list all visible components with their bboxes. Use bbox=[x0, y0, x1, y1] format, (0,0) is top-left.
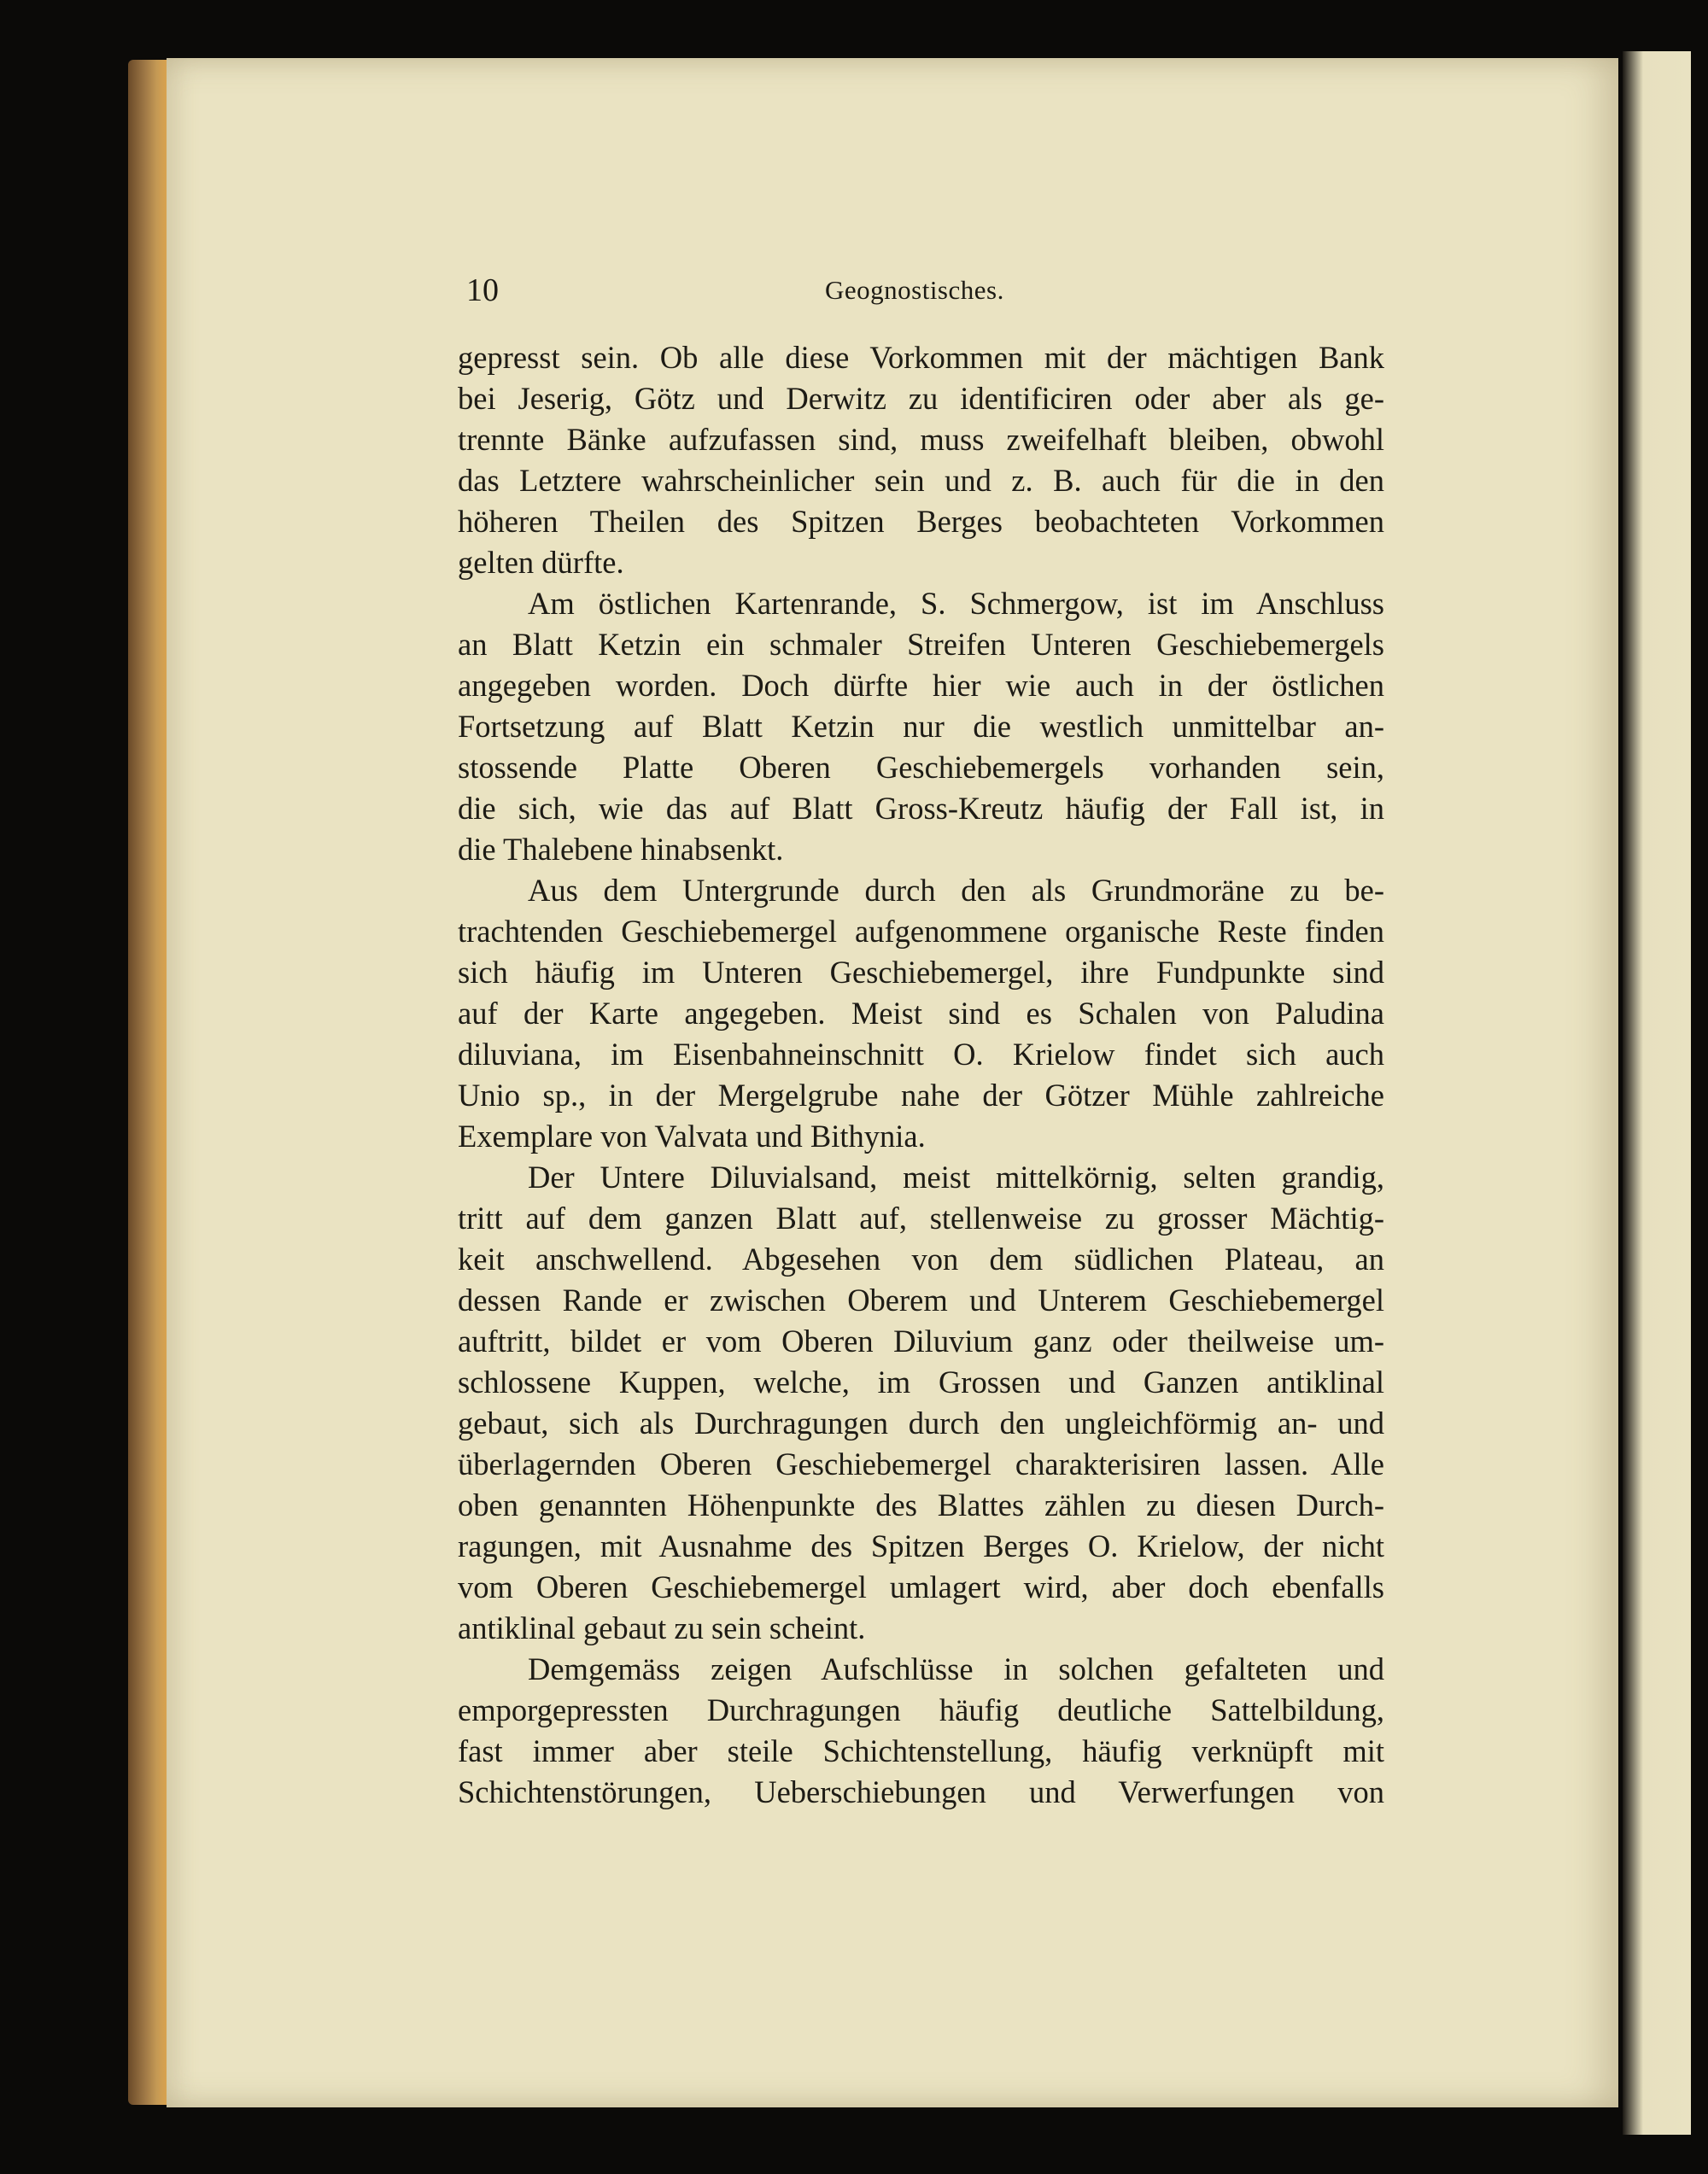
text-line: gepresst sein. Ob alle diese Vorkommen mit der mächtigen Bank bbox=[458, 340, 1384, 375]
text-line: gebaut, sich als Durchragungen durch den ungleichförmig an- und bbox=[458, 1406, 1384, 1441]
text-line: vom Oberen Geschiebemergel umlagert wird, aber doch ebenfalls bbox=[458, 1569, 1384, 1604]
text-line: fast immer aber steile Schichtenstellung, häufig verknüpft mit bbox=[458, 1733, 1384, 1768]
text-line: Unio sp., in der Mergelgrube nahe der Götzer Mühle zahlreiche bbox=[458, 1078, 1384, 1113]
paragraph bbox=[458, 583, 1384, 870]
text-line: Exemplare von Valvata und Bithynia. bbox=[458, 1119, 926, 1154]
text-line: Der Untere Diluvialsand, meist mittelkörnig, selten grandig, bbox=[528, 1160, 1384, 1195]
text-line: trennte Bänke aufzufassen sind, muss zweifelhaft bleiben, obwohl bbox=[458, 422, 1384, 457]
text-line: antiklinal gebaut zu sein scheint. bbox=[458, 1610, 866, 1645]
text-line: auf der Karte angegeben. Meist sind es Schalen von Paludina bbox=[458, 996, 1384, 1031]
text-line: höheren Theilen des Spitzen Berges beobachteten Vorkommen bbox=[458, 504, 1384, 539]
body-text bbox=[458, 337, 1384, 1813]
text-line: dessen Rande er zwischen Oberem und Unterem Geschiebemergel bbox=[458, 1283, 1384, 1318]
text-line: keit anschwellend. Abgesehen von dem südlichen Plateau, an bbox=[458, 1242, 1384, 1277]
paragraph bbox=[458, 1157, 1384, 1649]
text-line: ragungen, mit Ausnahme des Spitzen Berges O. Krielow, der nicht bbox=[458, 1528, 1384, 1563]
text-line: bei Jeserig, Götz und Derwitz zu identificiren oder aber als ge- bbox=[458, 381, 1384, 416]
page-header bbox=[466, 272, 1389, 314]
paragraph bbox=[458, 337, 1384, 583]
text-line: das Letztere wahrscheinlicher sein und z. B. auch für die in den bbox=[458, 463, 1384, 498]
text-line: Fortsetzung auf Blatt Ketzin nur die westlich unmittelbar an- bbox=[458, 709, 1384, 744]
book-spine-edge bbox=[128, 60, 167, 2105]
text-line: gelten dürfte. bbox=[458, 545, 624, 580]
text-line: angegeben worden. Doch dürfte hier wie auch in der östlichen bbox=[458, 668, 1384, 703]
text-line: überlagernden Oberen Geschiebemergel charakterisiren lassen. Alle bbox=[458, 1446, 1384, 1481]
page-number: 10 bbox=[466, 272, 499, 308]
facing-page-edge bbox=[1623, 51, 1691, 2135]
text-line: tritt auf dem ganzen Blatt auf, stellenweise zu grosser Mächtig- bbox=[458, 1201, 1384, 1236]
text-line: die Thalebene hinabsenkt. bbox=[458, 832, 784, 867]
text-line: an Blatt Ketzin ein schmaler Streifen Unteren Geschiebemergels bbox=[458, 627, 1384, 662]
running-title: Geognostisches. bbox=[825, 275, 1004, 305]
text-line: auftritt, bildet er vom Oberen Diluvium ganz oder theilweise um- bbox=[458, 1324, 1384, 1359]
text-line: trachtenden Geschiebemergel aufgenommene organische Reste finden bbox=[458, 914, 1384, 949]
text-line: die sich, wie das auf Blatt Gross-Kreutz häufig der Fall ist, in bbox=[458, 791, 1384, 826]
text-line: Schichtenstörungen, Ueberschiebungen und Verwerfungen von bbox=[458, 1774, 1384, 1809]
text-line: oben genannten Höhenpunkte des Blattes zählen zu diesen Durch- bbox=[458, 1487, 1384, 1522]
text-line: Aus dem Untergrunde durch den als Grundmoräne zu be- bbox=[528, 873, 1384, 908]
paragraph bbox=[458, 870, 1384, 1157]
text-line: stossende Platte Oberen Geschiebemergels vorhanden sein, bbox=[458, 750, 1384, 785]
text-line: sich häufig im Unteren Geschiebemergel, ihre Fundpunkte sind bbox=[458, 955, 1384, 990]
text-line: emporgepressten Durchragungen häufig deutliche Sattelbildung, bbox=[458, 1692, 1384, 1727]
paragraph bbox=[458, 1649, 1384, 1813]
text-line: diluviana, im Eisenbahneinschnitt O. Krielow findet sich auch bbox=[458, 1037, 1384, 1072]
text-line: Am östlichen Kartenrande, S. Schmergow, ist im Anschluss bbox=[528, 586, 1384, 621]
text-line: Demgemäss zeigen Aufschlüsse in solchen gefalteten und bbox=[528, 1651, 1384, 1686]
text-line: schlossene Kuppen, welche, im Grossen und Ganzen antiklinal bbox=[458, 1365, 1384, 1400]
